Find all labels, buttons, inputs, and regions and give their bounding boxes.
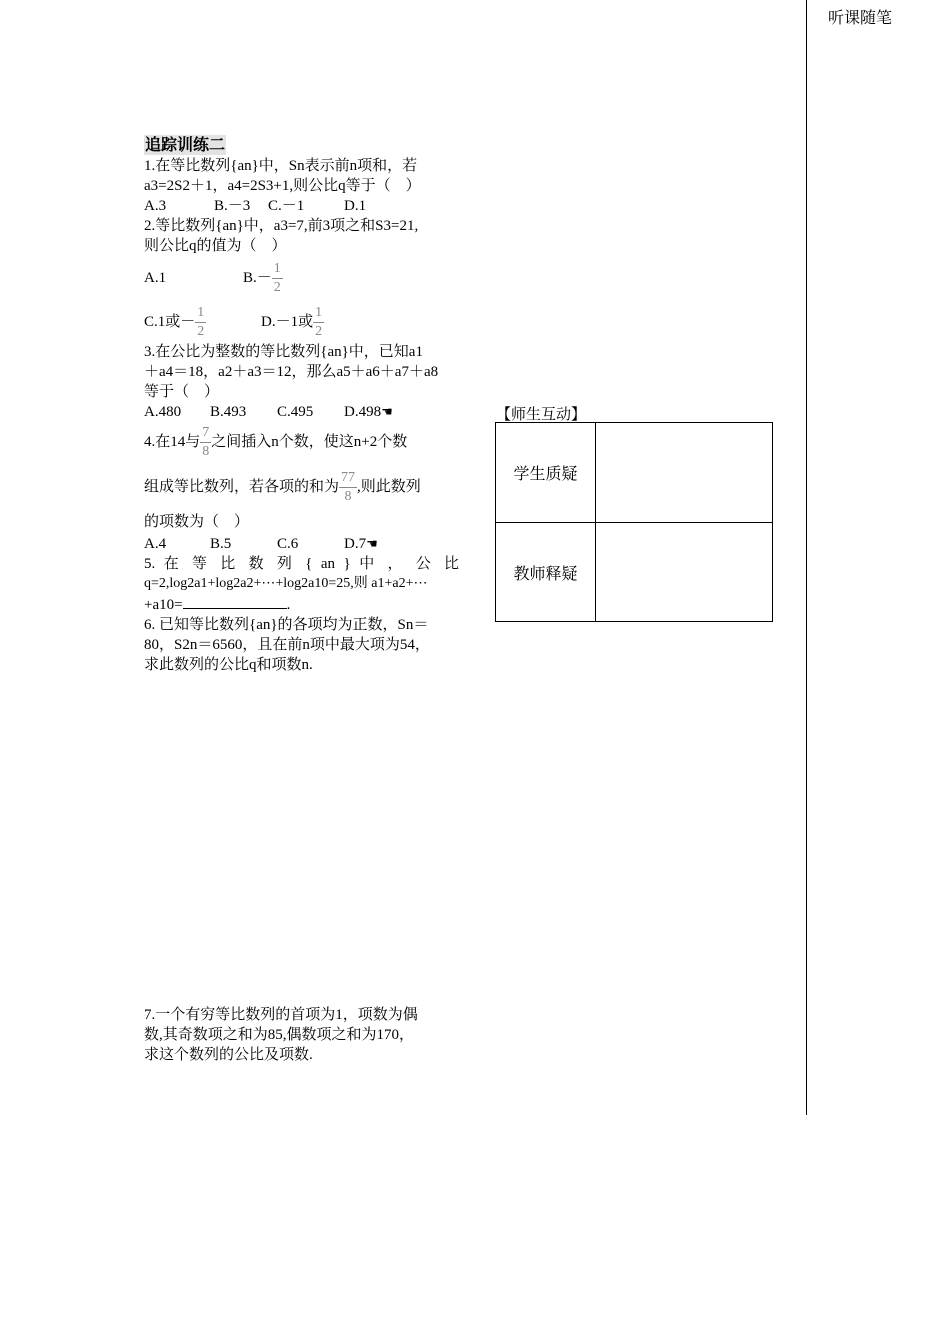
q6-line3: 求此数列的公比q和项数n. <box>144 657 313 673</box>
q3-options <box>144 402 459 422</box>
section-title: 追踪训练二 <box>145 135 226 154</box>
notes-label: 听课随笔 <box>828 10 893 27</box>
fraction: $\frac{7}{8}$ <box>202 425 210 460</box>
interaction-table <box>495 422 773 622</box>
q4-option-d[interactable]: D.7 <box>344 536 367 552</box>
exercise-content <box>144 135 459 1065</box>
pointing-hand-icon: ☚ <box>381 404 393 419</box>
q5-line2: q=2,log2a1+log2a2+⋯+log2a10=25,则 a1+a2+⋯ <box>144 576 428 591</box>
q2-option-c[interactable]: C.1或－ $\frac{1}{2}$ <box>144 305 205 340</box>
q7-line1: 7.一个有穷等比数列的首项为1，项数为偶 <box>144 1007 418 1023</box>
interaction-title: 【师生互动】 <box>496 407 587 423</box>
q1-line2: a3=2S2＋1，a4=2S3+1,则公比q等于（ ） <box>144 178 421 194</box>
q4-option-c[interactable]: C.6 <box>277 536 299 552</box>
q4-option-b[interactable]: B.5 <box>210 536 232 552</box>
answer-blank[interactable] <box>183 594 287 609</box>
fraction: $\frac{1}{2}$ <box>273 261 281 296</box>
q4-line3: 的项数为（ ） <box>144 514 250 530</box>
answer-space <box>144 675 459 1005</box>
q6-line2: 80，S2n＝6560，且在前n项中最大项为54， <box>144 637 430 653</box>
q7-line3: 求这个数列的公比及项数. <box>144 1047 313 1063</box>
q2-options-ab <box>144 258 459 298</box>
q4-option-a[interactable]: A.4 <box>144 536 167 552</box>
q1-option-a[interactable]: A.3 <box>144 198 167 214</box>
q1-options <box>144 196 459 216</box>
q5-line3: +a10= . <box>144 594 459 615</box>
q4-options <box>144 534 459 554</box>
q2-option-b[interactable]: B.－ $\frac{1}{2}$ <box>243 261 281 296</box>
q3-option-c[interactable]: C.495 <box>277 404 314 420</box>
q5-line1: 5. 在 等 比 数 列 { an } 中 ， 公 比 <box>144 556 459 572</box>
q4-line1: 4.在14与 $\frac{7}{8}$ 之间插入n个数，使这n+2个数 <box>144 425 408 460</box>
teacher-answer-label: 教师释疑 <box>496 523 596 622</box>
q3-option-d[interactable]: D.498 <box>344 404 382 420</box>
q2-option-a[interactable]: A.1 <box>144 270 167 286</box>
q2-option-d[interactable]: D.－1或 $\frac{1}{2}$ <box>261 305 323 340</box>
student-question-label: 学生质疑 <box>496 423 596 522</box>
q3-line2: ＋a4＝18，a2＋a3＝12，那么a5＋a6＋a7＋a8 <box>144 364 439 380</box>
q3-option-a[interactable]: A.480 <box>144 404 182 420</box>
q2-line2: 则公比q的值为（ ） <box>144 238 287 254</box>
margin-divider <box>806 0 807 1115</box>
q4-line2: 组成等比数列，若各项的和为 $\frac{77}{8}$ ,则此数列 <box>144 470 421 505</box>
q1-line1: 1.在等比数列{an}中，Sn表示前n项和，若 <box>144 158 418 174</box>
q3-line3: 等于（ ） <box>144 384 220 400</box>
fraction: $\frac{77}{8}$ <box>341 470 356 505</box>
q3-line1: 3.在公比为整数的等比数列{an}中，已知a1 <box>144 344 423 360</box>
fraction: $\frac{1}{2}$ <box>197 305 205 340</box>
q7-line2: 数,其奇数项之和为85,偶数项之和为170， <box>144 1027 415 1043</box>
q1-option-b[interactable]: B.－3 <box>214 198 251 214</box>
q2-line1: 2.等比数列{an}中，a3=7,前3项之和S3=21, <box>144 218 419 234</box>
q3-option-b[interactable]: B.493 <box>210 404 247 420</box>
q1-option-c[interactable]: C.－1 <box>268 198 305 214</box>
fraction: $\frac{1}{2}$ <box>315 305 323 340</box>
pointing-hand-icon: ☚ <box>366 536 378 551</box>
q1-option-d[interactable]: D.1 <box>344 198 367 214</box>
q2-options-cd <box>144 302 459 342</box>
q6-line1: 6. 已知等比数列{an}的各项均为正数，Sn＝ <box>144 617 429 633</box>
